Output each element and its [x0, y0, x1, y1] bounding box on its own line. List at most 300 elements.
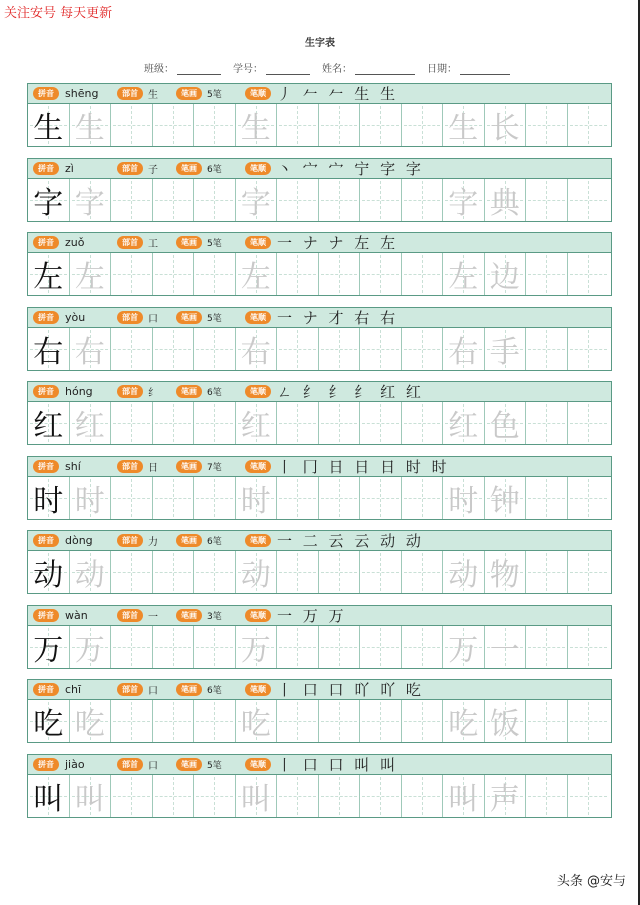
radical-text: 力 [148, 537, 158, 548]
practice-cell[interactable] [153, 700, 195, 742]
practice-cell[interactable] [277, 626, 319, 668]
practice-cell[interactable] [568, 328, 610, 370]
practice-cell[interactable] [319, 700, 361, 742]
trace-character: 吃 [448, 707, 479, 742]
practice-cell[interactable] [526, 253, 568, 295]
practice-cell[interactable] [526, 551, 568, 593]
strokes-badge: 笔画 [176, 162, 202, 175]
row-header-bar [27, 456, 612, 477]
practice-cell[interactable] [111, 104, 153, 146]
practice-cell[interactable] [526, 328, 568, 370]
writing-grid [27, 328, 612, 371]
trace-character: 红 [448, 409, 479, 444]
trace-character-cell[interactable] [443, 402, 485, 444]
practice-cell[interactable] [194, 104, 236, 146]
stroke-count: 5笔 [207, 313, 222, 324]
character-row [27, 605, 612, 680]
radical-badge: 部首 [117, 683, 143, 696]
row-header-bar [27, 381, 612, 402]
practice-cell[interactable] [526, 104, 568, 146]
trace-character: 生 [74, 111, 105, 146]
character-row [27, 158, 612, 233]
practice-cell[interactable] [194, 179, 236, 221]
practice-cell[interactable] [153, 477, 195, 519]
practice-cell[interactable] [526, 179, 568, 221]
model-character-cell[interactable] [28, 104, 70, 146]
pinyin-badge: 拼音 [33, 609, 59, 622]
name-field[interactable] [322, 60, 421, 75]
stroke-count: 6笔 [207, 686, 222, 696]
trace-character: 手 [489, 334, 520, 370]
date-blank[interactable] [460, 64, 510, 75]
radical-badge: 部首 [117, 162, 143, 175]
radical-badge: 部首 [117, 87, 143, 100]
pinyin-text: shēng [65, 87, 99, 100]
model-character-cell[interactable] [28, 551, 70, 593]
trace-character-cell[interactable] [236, 775, 278, 817]
practice-cell[interactable] [319, 402, 361, 444]
pinyin-text: shí [65, 459, 81, 473]
trace-character-cell[interactable] [443, 775, 485, 817]
practice-cell[interactable] [402, 253, 444, 295]
pinyin-badge: 拼音 [33, 683, 59, 696]
trace-character-cell[interactable] [236, 253, 278, 295]
stroke-order: 丶 宀 宀 宁 字 字 [277, 159, 424, 178]
writing-grid [27, 179, 612, 222]
writing-grid [27, 253, 612, 296]
practice-cell[interactable] [568, 775, 610, 817]
writing-grid [27, 700, 612, 743]
model-character: 右 [33, 334, 64, 370]
practice-cell[interactable] [319, 104, 361, 146]
practice-cell[interactable] [568, 253, 610, 295]
character-row [27, 307, 612, 382]
practice-cell[interactable] [194, 626, 236, 668]
trace-character-cell[interactable] [443, 104, 485, 146]
practice-cell[interactable] [277, 402, 319, 444]
writing-grid [27, 775, 612, 818]
practice-cell[interactable] [277, 477, 319, 519]
radical-badge: 部首 [117, 534, 143, 547]
stroke-order-badge: 笔顺 [245, 683, 271, 696]
practice-cell[interactable] [194, 775, 236, 817]
stroke-count: 5笔 [207, 760, 222, 771]
practice-cell[interactable] [568, 700, 610, 742]
radical-text: 纟 [148, 388, 158, 399]
practice-cell[interactable] [111, 477, 153, 519]
trace-character-cell[interactable] [236, 626, 278, 668]
trace-character-cell[interactable] [485, 700, 527, 742]
practice-cell[interactable] [568, 104, 610, 146]
character-row [27, 83, 612, 158]
model-character: 红 [33, 409, 64, 444]
practice-cell[interactable] [319, 253, 361, 295]
practice-cell[interactable] [568, 402, 610, 444]
trace-character: 字 [74, 185, 105, 221]
practice-cell[interactable] [568, 179, 610, 221]
row-header-bar [27, 679, 612, 700]
model-character-cell[interactable] [28, 700, 70, 742]
writing-grid [27, 104, 612, 147]
practice-cell[interactable] [111, 626, 153, 668]
trace-character-cell[interactable] [236, 179, 278, 221]
writing-grid [27, 402, 612, 445]
trace-character-cell[interactable] [70, 328, 112, 370]
model-character: 动 [33, 558, 64, 593]
practice-cell[interactable] [360, 104, 402, 146]
trace-character-cell[interactable] [485, 477, 527, 519]
practice-cell[interactable] [526, 700, 568, 742]
row-header-bar [27, 605, 612, 626]
stroke-order: 丨 冂 日 日 日 时 时 [277, 457, 450, 476]
stroke-order: 一 二 云 云 动 动 [277, 532, 424, 550]
practice-cell[interactable] [360, 700, 402, 742]
practice-cell[interactable] [402, 775, 444, 817]
practice-cell[interactable] [568, 626, 610, 668]
trace-character: 边 [489, 260, 520, 295]
strokes-badge: 笔画 [176, 385, 202, 398]
stroke-order: 丿 𠂉 𠂉 生 生 [277, 85, 399, 103]
practice-cell[interactable] [360, 328, 402, 370]
trace-character-cell[interactable] [485, 402, 527, 444]
pinyin-text: zuǒ [65, 236, 85, 249]
trace-character-cell[interactable] [70, 626, 112, 668]
practice-cell[interactable] [194, 253, 236, 295]
trace-character-cell[interactable] [485, 179, 527, 221]
practice-cell[interactable] [402, 626, 444, 668]
trace-character: 一 [489, 632, 520, 668]
character-row [27, 456, 612, 531]
practice-cell[interactable] [194, 477, 236, 519]
practice-cell[interactable] [111, 775, 153, 817]
model-character-cell[interactable] [28, 775, 70, 817]
radical-badge: 部首 [117, 385, 143, 398]
trace-character: 生 [240, 111, 271, 146]
trace-character: 万 [448, 632, 479, 668]
student-id-blank[interactable] [266, 64, 310, 75]
practice-cell[interactable] [277, 104, 319, 146]
stroke-order-badge: 笔顺 [245, 311, 271, 324]
name-label: 姓名： [322, 64, 352, 75]
practice-cell[interactable] [111, 328, 153, 370]
practice-cell[interactable] [402, 328, 444, 370]
trace-character-cell[interactable] [443, 179, 485, 221]
practice-cell[interactable] [319, 626, 361, 668]
trace-character-cell[interactable] [236, 402, 278, 444]
practice-cell[interactable] [153, 253, 195, 295]
trace-character: 声 [489, 781, 520, 817]
model-character: 叫 [33, 781, 64, 817]
model-character-cell[interactable] [28, 626, 70, 668]
character-row [27, 232, 612, 307]
practice-cell[interactable] [319, 477, 361, 519]
radical-text: 口 [148, 760, 158, 772]
trace-character: 左 [240, 260, 271, 295]
character-row [27, 530, 612, 605]
stroke-order: 一 万 万 [277, 606, 347, 625]
practice-cell[interactable] [277, 253, 319, 295]
stroke-order: 一 ナ ナ 左 左 [277, 234, 399, 252]
stroke-count: 6笔 [207, 388, 222, 398]
trace-character-cell[interactable] [443, 700, 485, 742]
strokes-badge: 笔画 [176, 460, 202, 473]
stroke-count: 6笔 [207, 164, 222, 175]
trace-character: 动 [448, 558, 479, 593]
trace-character: 字 [240, 185, 271, 221]
student-id-label: 学号： [233, 64, 263, 75]
radical-text: 口 [148, 313, 158, 325]
model-character: 生 [33, 111, 64, 146]
practice-cell[interactable] [360, 477, 402, 519]
stroke-order-badge: 笔顺 [245, 609, 271, 622]
trace-character-cell[interactable] [236, 551, 278, 593]
strokes-badge: 笔画 [176, 236, 202, 249]
stroke-order-badge: 笔顺 [245, 87, 271, 100]
practice-cell[interactable] [402, 477, 444, 519]
pinyin-text: yòu [65, 310, 86, 324]
practice-cell[interactable] [111, 253, 153, 295]
model-character-cell[interactable] [28, 179, 70, 221]
model-character: 字 [33, 185, 64, 221]
radical-badge: 部首 [117, 236, 143, 249]
trace-character-cell[interactable] [443, 477, 485, 519]
trace-character-cell[interactable] [70, 551, 112, 593]
writing-grid [27, 626, 612, 669]
practice-cell[interactable] [277, 179, 319, 221]
writing-grid [27, 551, 612, 594]
practice-cell[interactable] [402, 179, 444, 221]
trace-character-cell[interactable] [70, 402, 112, 444]
trace-character: 饭 [489, 707, 520, 742]
trace-character: 叫 [240, 781, 271, 817]
radical-text: 一 [148, 611, 158, 623]
practice-cell[interactable] [319, 328, 361, 370]
stroke-order-badge: 笔顺 [245, 162, 271, 175]
trace-character-cell[interactable] [443, 328, 485, 370]
pinyin-badge: 拼音 [33, 460, 59, 473]
stroke-order-badge: 笔顺 [245, 460, 271, 473]
practice-cell[interactable] [526, 402, 568, 444]
stroke-order: ㄥ 纟 纟 纟 红 红 [277, 383, 424, 401]
student-id-field[interactable] [233, 60, 316, 75]
practice-cell[interactable] [277, 551, 319, 593]
row-header-bar [27, 83, 612, 104]
writing-grid [27, 477, 612, 520]
model-character-cell[interactable] [28, 477, 70, 519]
trace-character: 典 [489, 185, 520, 221]
trace-character-cell[interactable] [485, 328, 527, 370]
pinyin-text: hóng [65, 385, 93, 398]
model-character-cell[interactable] [28, 402, 70, 444]
trace-character: 右 [240, 334, 271, 370]
practice-cell[interactable] [402, 402, 444, 444]
pinyin-text: zì [65, 161, 74, 175]
practice-cell[interactable] [153, 626, 195, 668]
model-character: 时 [33, 483, 64, 519]
practice-cell[interactable] [194, 700, 236, 742]
row-header-bar [27, 307, 612, 328]
character-row [27, 679, 612, 754]
trace-character: 右 [74, 334, 105, 370]
radical-badge: 部首 [117, 460, 143, 473]
trace-character-cell[interactable] [236, 477, 278, 519]
practice-cell[interactable] [153, 104, 195, 146]
trace-character: 右 [448, 334, 479, 370]
trace-character-cell[interactable] [236, 104, 278, 146]
trace-character-cell[interactable] [443, 253, 485, 295]
trace-character: 色 [489, 409, 520, 444]
pinyin-badge: 拼音 [33, 385, 59, 398]
practice-cell[interactable] [526, 775, 568, 817]
strokes-badge: 笔画 [176, 311, 202, 324]
practice-cell[interactable] [153, 179, 195, 221]
practice-cell[interactable] [194, 328, 236, 370]
radical-text: 口 [148, 686, 158, 697]
pinyin-badge: 拼音 [33, 162, 59, 175]
practice-cell[interactable] [111, 700, 153, 742]
trace-character: 时 [240, 483, 271, 519]
trace-character: 动 [74, 558, 105, 593]
trace-character: 物 [489, 558, 520, 593]
model-character: 万 [33, 632, 64, 668]
row-header-bar [27, 232, 612, 253]
practice-cell[interactable] [111, 402, 153, 444]
pinyin-text: chī [65, 683, 82, 696]
practice-cell[interactable] [360, 253, 402, 295]
trace-character-cell[interactable] [485, 551, 527, 593]
radical-text: 日 [148, 462, 158, 474]
trace-character-cell[interactable] [443, 551, 485, 593]
practice-cell[interactable] [568, 551, 610, 593]
practice-cell[interactable] [277, 700, 319, 742]
practice-cell[interactable] [360, 402, 402, 444]
trace-character: 左 [448, 260, 479, 295]
practice-cell[interactable] [526, 626, 568, 668]
pinyin-text: jiào [65, 757, 85, 771]
trace-character-cell[interactable] [443, 626, 485, 668]
practice-cell[interactable] [319, 551, 361, 593]
practice-cell[interactable] [319, 179, 361, 221]
trace-character: 字 [448, 185, 479, 221]
character-rows [27, 83, 612, 828]
trace-character-cell[interactable] [485, 626, 527, 668]
trace-character-cell[interactable] [70, 775, 112, 817]
practice-cell[interactable] [402, 700, 444, 742]
practice-cell[interactable] [360, 179, 402, 221]
trace-character-cell[interactable] [70, 477, 112, 519]
strokes-badge: 笔画 [176, 758, 202, 771]
trace-character-cell[interactable] [485, 775, 527, 817]
trace-character: 左 [74, 260, 105, 295]
trace-character: 长 [489, 111, 520, 146]
pinyin-badge: 拼音 [33, 236, 59, 249]
trace-character-cell[interactable] [70, 700, 112, 742]
practice-cell[interactable] [526, 477, 568, 519]
date-label: 日期： [427, 64, 457, 75]
model-character: 左 [33, 260, 64, 295]
class-label: 班级： [144, 64, 174, 75]
stroke-count: 7笔 [207, 462, 222, 473]
practice-cell[interactable] [153, 551, 195, 593]
row-header-bar [27, 530, 612, 551]
strokes-badge: 笔画 [176, 534, 202, 547]
radical-badge: 部首 [117, 311, 143, 324]
row-header-bar [27, 158, 612, 179]
practice-cell[interactable] [194, 402, 236, 444]
trace-character-cell[interactable] [70, 104, 112, 146]
class-blank[interactable] [177, 64, 221, 75]
trace-character: 红 [240, 409, 271, 444]
date-field[interactable] [427, 60, 516, 75]
footer-brand: 头条 @安与 [556, 874, 626, 889]
practice-cell[interactable] [402, 551, 444, 593]
pinyin-badge: 拼音 [33, 87, 59, 100]
stroke-order-badge: 笔顺 [245, 236, 271, 249]
pinyin-badge: 拼音 [33, 311, 59, 324]
stroke-count: 5笔 [207, 239, 222, 249]
trace-character: 万 [240, 632, 271, 668]
stroke-order: 丨 口 口 叫 叫 [277, 755, 399, 774]
trace-character: 吃 [74, 707, 105, 742]
trace-character: 万 [74, 632, 105, 668]
stroke-count: 6笔 [207, 537, 222, 547]
watermark-text: 关注安号 每天更新 [4, 6, 113, 21]
practice-cell[interactable] [402, 104, 444, 146]
model-character-cell[interactable] [28, 328, 70, 370]
practice-cell[interactable] [360, 551, 402, 593]
page-title: 生字表 [305, 38, 335, 49]
practice-cell[interactable] [360, 775, 402, 817]
trace-character-cell[interactable] [70, 253, 112, 295]
practice-cell[interactable] [360, 626, 402, 668]
strokes-badge: 笔画 [176, 609, 202, 622]
pinyin-badge: 拼音 [33, 534, 59, 547]
practice-cell[interactable] [111, 179, 153, 221]
practice-cell[interactable] [194, 551, 236, 593]
stroke-order-badge: 笔顺 [245, 534, 271, 547]
stroke-order: 一 ナ 才 右 右 [277, 308, 399, 327]
practice-cell[interactable] [153, 775, 195, 817]
trace-character: 钟 [489, 483, 520, 519]
radical-text: 生 [148, 90, 158, 101]
practice-cell[interactable] [277, 328, 319, 370]
trace-character-cell[interactable] [485, 253, 527, 295]
practice-cell[interactable] [111, 551, 153, 593]
model-character-cell[interactable] [28, 253, 70, 295]
trace-character-cell[interactable] [236, 328, 278, 370]
pinyin-text: wàn [65, 608, 88, 622]
trace-character-cell[interactable] [70, 179, 112, 221]
strokes-badge: 笔画 [176, 87, 202, 100]
trace-character: 动 [240, 558, 271, 593]
class-field[interactable] [144, 60, 227, 75]
info-line [144, 60, 516, 75]
practice-cell[interactable] [319, 775, 361, 817]
trace-character-cell[interactable] [485, 104, 527, 146]
practice-cell[interactable] [153, 328, 195, 370]
trace-character: 叫 [74, 781, 105, 817]
trace-character: 时 [448, 483, 479, 519]
name-blank[interactable] [355, 64, 415, 75]
trace-character: 红 [74, 409, 105, 444]
trace-character-cell[interactable] [236, 700, 278, 742]
stroke-order-badge: 笔顺 [245, 758, 271, 771]
trace-character: 叫 [448, 781, 479, 817]
practice-cell[interactable] [153, 402, 195, 444]
pinyin-text: dòng [65, 534, 93, 547]
practice-cell[interactable] [277, 775, 319, 817]
practice-cell[interactable] [568, 477, 610, 519]
